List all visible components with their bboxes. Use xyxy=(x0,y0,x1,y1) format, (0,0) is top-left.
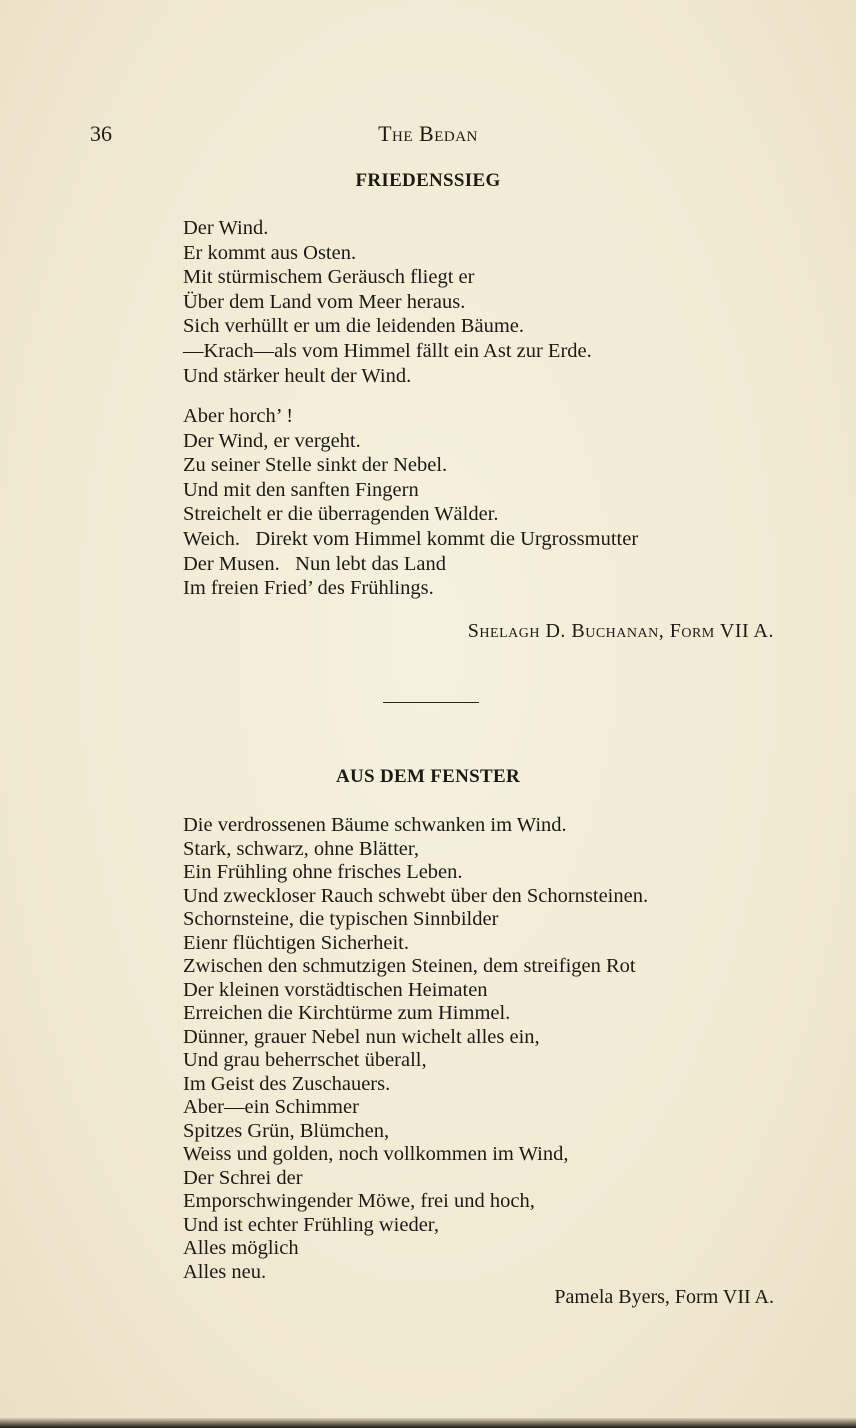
poem-line: Schornsteine, die typischen Sinnbilder xyxy=(183,908,499,930)
poem-line: Emporschwingender Möwe, frei und hoch, xyxy=(183,1190,535,1212)
poem-line: Aber horch’ ! xyxy=(183,405,294,427)
poem-line: —Krach—als vom Himmel fällt ein Ast zur Erde. xyxy=(183,339,592,362)
poem-line: Der kleinen vorstädtischen Heimaten xyxy=(183,978,488,1001)
poem-line: Der Wind, er vergeht. xyxy=(183,429,361,452)
page-bottom-edge xyxy=(0,1418,856,1428)
poem-line: Und grau beherrschet überall, xyxy=(183,1049,427,1071)
poem-line: Alles möglich xyxy=(183,1237,299,1259)
poem-line: Im Geist des Zuschauers. xyxy=(183,1072,391,1095)
poem-2-stanza-1 xyxy=(183,814,648,1284)
poem-line: Und ist echter Frühling wieder, xyxy=(183,1213,439,1236)
poem-line: Aber—ein Schimmer xyxy=(183,1096,359,1118)
poem-line: Alles neu. xyxy=(183,1260,267,1283)
poem-line: Sich verhüllt er um die leidenden Bäume. xyxy=(183,315,525,338)
poem-line: Weich. Direkt vom Himmel kommt die Urgrossmutter xyxy=(183,527,639,550)
poem-line: Stark, schwarz, ohne Blätter, xyxy=(183,837,419,860)
poem-line: Die verdrossenen Bäume schwanken im Wind. xyxy=(183,814,567,836)
poem-line: Und stärker heult der Wind. xyxy=(183,364,412,387)
section-divider xyxy=(383,702,479,703)
poem-title-friedenssieg: FRIEDENSSIEG xyxy=(355,170,501,191)
poem-1-stanza-2 xyxy=(183,404,638,601)
poem-line: Dünner, grauer Nebel nun wichelt alles ein, xyxy=(183,1025,540,1048)
poem-line: Eienr flüchtigen Sicherheit. xyxy=(183,931,409,954)
poem-line: Zwischen den schmutzigen Steinen, dem streifigen Rot xyxy=(183,955,636,977)
poem-line: Streichelt er die überragenden Wälder. xyxy=(183,503,499,526)
poem-line: Ein Frühling ohne frisches Leben. xyxy=(183,861,463,883)
poem-line: Mit stürmischem Geräusch fliegt er xyxy=(183,266,475,289)
poem-line: Der Schrei der xyxy=(183,1166,303,1189)
poem-author: Pamela Byers, Form VII A. xyxy=(554,1286,774,1308)
poem-line: Er kommt aus Osten. xyxy=(183,241,357,264)
poem-line: Im freien Fried’ des Frühlings. xyxy=(183,577,434,600)
poem-line: Und mit den sanften Fingern xyxy=(183,478,419,501)
poem-line: Spitzes Grün, Blümchen, xyxy=(183,1119,390,1142)
poem-line: Weiss und golden, noch vollkommen im Wind, xyxy=(183,1143,569,1165)
poem-line: Erreichen die Kirchtürme zum Himmel. xyxy=(183,1002,511,1024)
poem-line: Über dem Land vom Meer heraus. xyxy=(183,290,466,313)
poem-author: Shelagh D. Buchanan, Form VII A. xyxy=(467,620,774,642)
poem-line: Der Wind. xyxy=(183,217,269,239)
poem-line: Und zweckloser Rauch schwebt über den Schornsteinen. xyxy=(183,884,649,907)
poem-line: Der Musen. Nun lebt das Land xyxy=(183,552,447,575)
running-head: The Bedan xyxy=(378,121,478,146)
poem-1-stanza-1 xyxy=(183,216,592,388)
page-number: 36 xyxy=(90,121,112,146)
poem-title-aus-dem-fenster: AUS DEM FENSTER xyxy=(336,766,520,787)
poem-line: Zu seiner Stelle sinkt der Nebel. xyxy=(183,454,448,477)
